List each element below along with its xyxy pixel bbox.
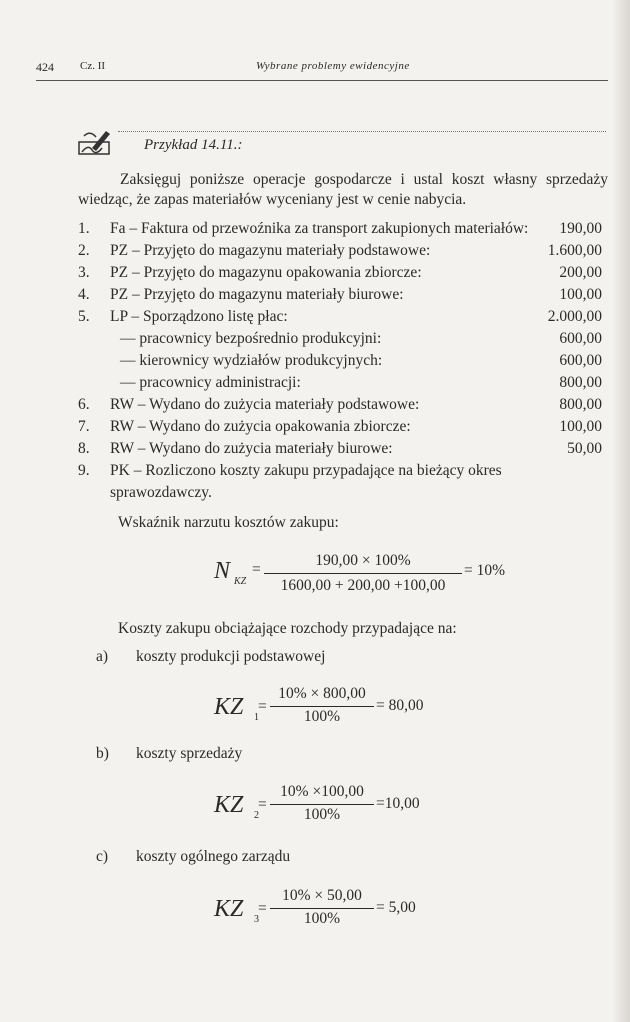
formula-kz2: KZ 2 = 10% ×100,00 100% =10,00 — [214, 782, 454, 842]
fraction — [264, 548, 462, 608]
formula-indicator: N KZ = 190,00 × 100% 1600,00 + 200,00 +100,00 = 10% — [214, 548, 534, 608]
costs-label: Koszty zakupu obciążające rozchody przypadające na: — [118, 620, 457, 637]
list-item: 1. Fa – Faktura od przewoźnika za transport zakupionych materiałów: 190,00 — [78, 220, 602, 237]
formula-result: = 5,00 — [376, 899, 416, 916]
list-subitem: — pracownicy bezpośrednio produkcyjni: 600,00 — [120, 330, 602, 347]
formula-result: =10,00 — [376, 795, 420, 812]
numerator: 10% ×100,00 — [280, 783, 364, 800]
list-subitem: — pracownicy administracji: 800,00 — [120, 374, 602, 391]
section-a-label: a) — [96, 648, 109, 665]
section-c-text: koszty ogólnego zarządu — [136, 848, 291, 865]
numerator: 10% × 800,00 — [278, 685, 366, 702]
list-item: 8. RW – Wydano do zużycia materiały biurowe: 50,00 — [78, 440, 602, 457]
section-b-label: b) — [96, 745, 109, 762]
denominator: 1600,00 + 200,00 +100,00 — [280, 577, 446, 594]
formula-kz1: KZ 1 = 10% × 800,00 100% = 80,00 — [214, 684, 454, 744]
section-b-text: koszty sprzedaży — [136, 745, 243, 762]
denominator: 100% — [303, 806, 341, 823]
pen-writing-icon — [78, 128, 112, 156]
formula-symbol: N — [214, 558, 231, 584]
task-intro — [78, 170, 608, 210]
indicator-label: Wskaźnik narzutu kosztów zakupu: — [118, 514, 339, 531]
list-subitem: — kierownicy wydziałów produkcyjnych: 600,00 — [120, 352, 602, 369]
running-header — [36, 58, 608, 78]
fraction-bar — [270, 908, 374, 909]
chapter-label: Cz. II — [80, 60, 106, 72]
list-item: 5. LP – Sporządzono listę płac: 2.000,00 — [78, 308, 602, 325]
formula-result: = 10% — [464, 562, 506, 579]
list-item: 7. RW – Wydano do zużycia opakowania zbiorcze: 100,00 — [78, 418, 602, 435]
formula-kz3: KZ 3 = 10% × 50,00 100% = 5,00 — [214, 886, 454, 946]
intro-line-2: wiedząc, że zapas materiałów wyceniany jest w cenie nabycia. — [78, 191, 467, 208]
numerator: 190,00 × 100% — [315, 552, 411, 569]
fraction-bar — [264, 573, 462, 574]
header-rule — [36, 80, 608, 81]
page-number: 424 — [36, 60, 54, 74]
intro-line-1: Zaksięguj poniższe operacje gospodarcze i ustal koszt własny sprzedaży — [120, 171, 608, 188]
list-item: 9. PK – Rozliczono koszty zakupu przypadające na bieżący okres sprawozdawczy. — [78, 462, 502, 501]
list-item: 3. PZ – Przyjęto do magazynu opakowania zbiorcze: 200,00 — [78, 264, 602, 281]
fraction — [270, 782, 374, 842]
fraction-bar — [270, 804, 374, 805]
section-a-text: koszty produkcji podstawowej — [136, 648, 326, 665]
numerator: 10% × 50,00 — [282, 887, 362, 904]
example-title: Przykład 14.11.: — [144, 137, 243, 153]
list-item: 6. RW – Wydano do zużycia materiały podstawowe: 800,00 — [78, 396, 602, 413]
denominator: 100% — [303, 910, 341, 927]
example-rule — [118, 131, 606, 132]
operations-list — [78, 218, 602, 504]
running-title: Wybrane problemy ewidencyjne — [256, 60, 410, 72]
list-item: 2. PZ – Przyjęto do magazynu materiały podstawowe: 1.600,00 — [78, 242, 602, 259]
page-edge-shadow — [612, 0, 630, 1022]
formula-result: = 80,00 — [376, 697, 424, 714]
fraction — [270, 886, 374, 946]
fraction-bar — [270, 706, 374, 707]
denominator: 100% — [303, 708, 341, 725]
formula-subscript: KZ — [234, 576, 247, 587]
fraction — [270, 684, 374, 744]
list-item: 4. PZ – Przyjęto do magazynu materiały biurowe: 100,00 — [78, 286, 602, 303]
section-c-label: c) — [96, 848, 109, 865]
